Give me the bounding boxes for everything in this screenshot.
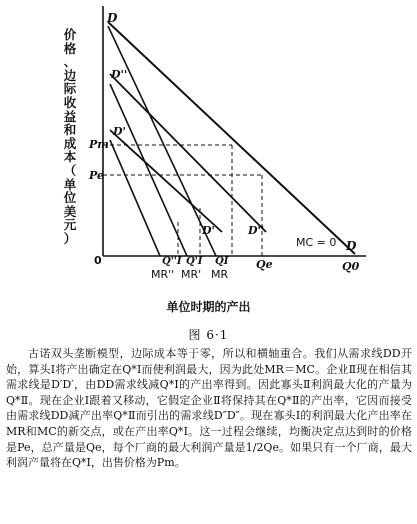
y-axis-label-char: 和: [63, 122, 77, 138]
label-Q-star-1: Q''I: [162, 256, 182, 267]
origin-label: 0: [94, 254, 102, 267]
y-axis-label-char: 成: [63, 135, 77, 151]
y-axis-label-char: 位: [63, 190, 77, 206]
y-axis-label-char: 美: [63, 203, 77, 219]
y-axis-label-char: 收: [63, 94, 77, 110]
y-axis-label-char: 单: [63, 176, 77, 192]
y-axis-label-char: 际: [63, 81, 77, 97]
label-D-double-prime-end: D'': [248, 224, 265, 237]
label-D-prime: D': [113, 125, 126, 138]
figure-caption: 图 6·1: [188, 328, 229, 342]
y-axis-label-char: 格: [63, 40, 77, 56]
label-Pm: Pm: [89, 138, 109, 151]
label-D-right: D: [346, 239, 357, 253]
y-axis-label: [63, 28, 77, 246]
label-Qe: Qe: [256, 258, 273, 271]
y-axis-label-char: 、: [63, 54, 77, 70]
y-axis-label-char: ）: [63, 230, 77, 246]
label-D-double-prime: D'': [111, 68, 128, 81]
body-text: [6, 346, 412, 471]
paragraph: 古诺双头垄断模型，边际成本等于零，所以和横轴重合。我们从需求线DD开始，算头Ⅰ将产出确定在Q*Ⅰ而使利润最大，因为此处MR＝MC。企业Ⅱ现在相信其需求线是D′D′，由DD需求线减Q*Ⅰ的产出率得到。因此寡头Ⅱ利润最大化的产量为Q*Ⅱ。现在企业Ⅰ跟着又移动，它假定企业Ⅱ将保持其在Q*Ⅱ的产出率，它因而接受由需求线DD减产出率Q*Ⅱ而引出的需求线D″D″。现在寡头Ⅰ的利润最大化产出率在MR和MC的新交点，或在产出率Q*Ⅰ。这一过程会继续，均衡决定点达到时的价格是Pe，总产量是Qe，每个厂商的最大利润产量是1/2Qe。如果只有一个厂商，最大利润产量将在Q*Ⅰ，出售价格为Pm。: [6, 347, 412, 470]
y-axis-label-char: 价: [63, 27, 77, 42]
demand-line-DD: [108, 22, 355, 254]
label-Q-star-3: QI: [215, 256, 229, 267]
x-axis-label: 单位时期的产出: [166, 300, 251, 314]
label-MC: MC = 0: [296, 236, 337, 249]
label-Q0: Q0: [342, 260, 360, 273]
label-Pe: Pe: [89, 169, 104, 182]
mr-line-double-prime: [110, 140, 160, 256]
label-Q-star-2: Q'I: [186, 256, 203, 267]
mr-line-main: [108, 26, 216, 256]
label-MR-prime: MR': [181, 268, 202, 281]
label-MR-double-prime: MR'': [151, 268, 175, 281]
y-axis-label-char: 益: [63, 108, 77, 124]
y-axis-label-char: 本: [63, 149, 77, 165]
label-D-prime-end: D': [202, 224, 215, 237]
label-D-top: D: [107, 11, 118, 25]
y-axis-label-char: （: [63, 162, 77, 178]
label-MR: MR: [211, 268, 229, 281]
y-axis-label-char: 元: [63, 217, 77, 233]
y-axis-label-char: 边: [63, 67, 77, 83]
